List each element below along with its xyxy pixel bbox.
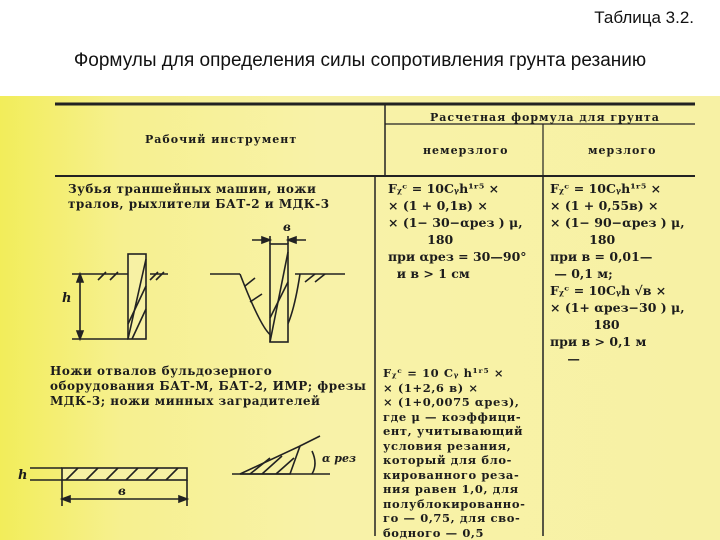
row2-tool: Ножи отвалов бульдозерного оборудования БАТ-М, БАТ-2, ИМР; фрезы МДК-3; ножи минных заградителей [50,364,367,408]
scanned-table-image [0,96,720,540]
cutting-angle-diagram [232,436,330,474]
h-label-1: h [62,291,72,306]
page-title: Формулы для определения силы сопротивления грунта резанию [73,50,647,71]
header-formula: Расчетная формула для грунта [430,111,660,124]
header-unfrozen: немерзлого [423,144,509,157]
formula-unfrozen-row2: Fᵪᶜ = 10 Cᵧ h¹ʳ⁵ × × (1+2,6 в) × × (1+0,0075 αрез), где μ — коэффици- ент, учитывающий условия резания, который для бло- кированного реза- ния равен 1,0, для полублокированно- го — 0,75, для сво- бодного — 0,5 [383,366,526,540]
row1-tool: Зубья траншейных машин, ножи тралов, рыхлители БАТ-2 и МДК-3 [68,182,330,211]
tooth-diagram-1 [72,254,168,339]
blade-diagram [30,468,187,506]
tooth-diagram-2 [210,236,345,342]
formula-unfrozen-row1: Fᵪᶜ = 10Cᵧh¹ʳ⁵ × × (1 + 0,1в) × × (1− 30−αрез ) μ, 180 при αрез = 30—90° и в > 1 см [388,181,527,281]
formula-frozen-row1: Fᵪᶜ = 10Cᵧh¹ʳ⁵ × × (1 + 0,55в) × × (1− 90−αрез ) μ, 180 при в = 0,01— — 0,1 м; Fᵪᶜ = 10Cᵧh √в × × (1+ αрез−30 ) μ, 180 при в > 0,1 м — [550,181,685,366]
h-label-2: h [18,468,28,483]
alpha-label: α рез [322,452,357,465]
b-label-1: в [283,220,291,234]
b-label-2: в [118,484,126,498]
table-number: Таблица 3.2. [594,8,694,27]
header-tool: Рабочий инструмент [145,133,298,146]
header-frozen: мерзлого [588,144,657,157]
